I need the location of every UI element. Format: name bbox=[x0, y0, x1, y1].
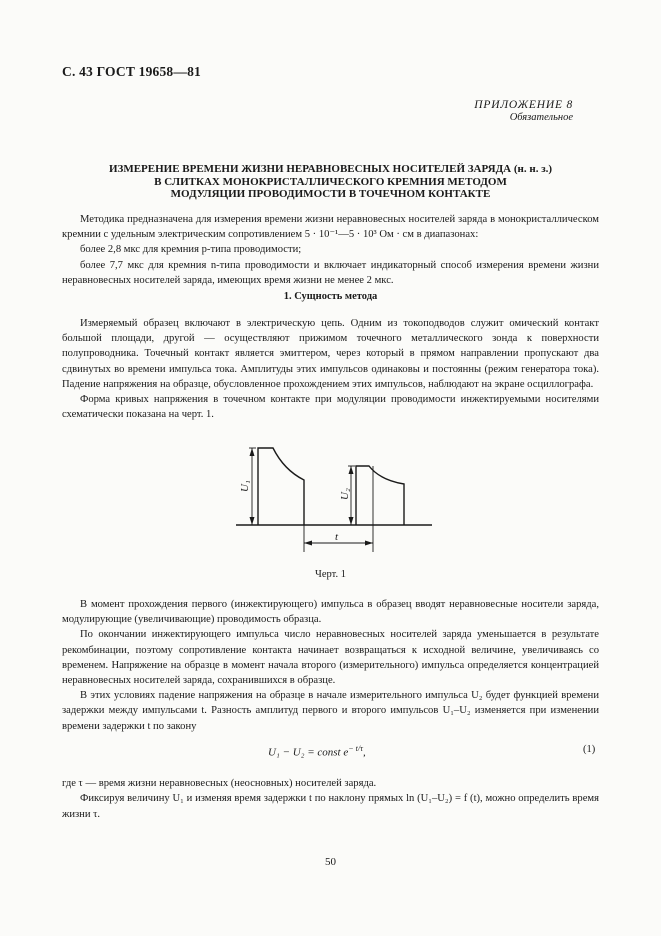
final-paragraph: Фиксируя величину U₁ и изменяя время задержки t по наклону прямых ln (U₁–U₂) = f (t), можно определить время жизни τ. bbox=[62, 793, 599, 820]
where-definition: где τ — время жизни неравновесных (неосновных) носителей заряда. bbox=[62, 778, 377, 789]
section-heading: 1. Сущность метода bbox=[283, 291, 378, 302]
title-line-1: ИЗМЕРЕНИЕ ВРЕМЕНИ ЖИЗНИ НЕРАВНОВЕСНЫХ НОСИТЕЛЕЙ ЗАРЯДА (н. н. з.) bbox=[108, 163, 553, 175]
page-number: 50 bbox=[325, 856, 336, 868]
intro-paragraph-1: Методика предназначена для измерения времени жизни неравновесных носителей заряда в монокристаллическом кремнии с удельным электрическим сопротивлением 5 · 10⁻¹—5 · 10³ Ом · см в диапазонах: bbox=[62, 214, 599, 241]
body-paragraph-1: В момент прохождения первого (инжектирующего) импульса в образец вводят неравновесные носители заряда, модулирующие (увеличивающие) проводимость образца. bbox=[62, 599, 599, 626]
u2-label: U₂ bbox=[339, 488, 351, 500]
section-1-paragraph-2: Форма кривых напряжения в точечном контакте при модуляции проводимости инжектируемыми носителями схематически показана на черт. 1. bbox=[62, 394, 599, 421]
title-line-2: В СЛИТКАХ МОНОКРИСТАЛЛИЧЕСКОГО КРЕМНИЯ МЕТОДОМ bbox=[154, 175, 507, 188]
figure-caption: Черт. 1 bbox=[315, 569, 346, 580]
page-header: С. 43 ГОСТ 19658—81 bbox=[62, 64, 201, 79]
t-label: t bbox=[335, 531, 339, 543]
title-line-3: МОДУЛЯЦИИ ПРОВОДИМОСТИ В ТОЧЕЧНОМ КОНТАКТЕ bbox=[170, 188, 491, 200]
u1-label: U₁ bbox=[239, 480, 251, 492]
formula bbox=[268, 744, 366, 759]
formula-suffix: , bbox=[362, 746, 366, 759]
formula-number: (1) bbox=[583, 744, 596, 755]
formula-expression: U₁ − U₂ = const e bbox=[268, 746, 349, 759]
section-1-paragraph-1: Измеряемый образец включают в электрическую цепь. Одним из токоподводов служит омический контакт большой площади, другой — осуществляют прижимом точечного металлического зонда к поверхности полупроводника. Точечный контакт является эмиттером, через который в прямом направлении пропускают два сдвинутых во времени импульса тока. Амплитуды этих импульсов одинаковы и постоянны (режим генератора тока). Падение напряжения на образце, обусловленное прохождением этих импульсов, наблюдают на экране осциллографа. bbox=[62, 318, 599, 390]
body-paragraph-2: По окончании инжектирующего импульса число неравновесных носителей заряда уменьшается в результате рекомбинации, поэтому сопротивление контакта начинает возвращаться к исходной величине, увеличиваясь со временем. Напряжение на образце в момент начала второго (измерительного) импульса определяется концентрацией неравновесных носителей заряда, сохранившихся в образце. bbox=[62, 629, 599, 687]
appendix-title: ПРИЛОЖЕНИЕ 8 bbox=[474, 99, 573, 111]
intro-paragraph-2: более 2,8 мкс для кремния p-типа проводимости; bbox=[80, 244, 302, 256]
body-text bbox=[62, 597, 599, 734]
final-text bbox=[62, 791, 599, 823]
formula-exponent: − t/τ bbox=[348, 744, 363, 753]
appendix-status: Обязательное bbox=[509, 112, 573, 123]
intro-paragraph-3: более 7,7 мкс для кремния n-типа проводимости и включает индикаторный способ измерения времени жизни неравновесных носителей заряда, имеющих время жизни не менее 2 мкс. bbox=[62, 259, 599, 286]
body-paragraph-3: В этих условиях падение напряжения на образце в начале измерительного импульса U₂ будет функцией времени задержки между импульсами t. Разность амплитуд первого и второго импульсов U₁–U₂ изменяется при изменении времени задержки t по закону bbox=[62, 690, 599, 732]
